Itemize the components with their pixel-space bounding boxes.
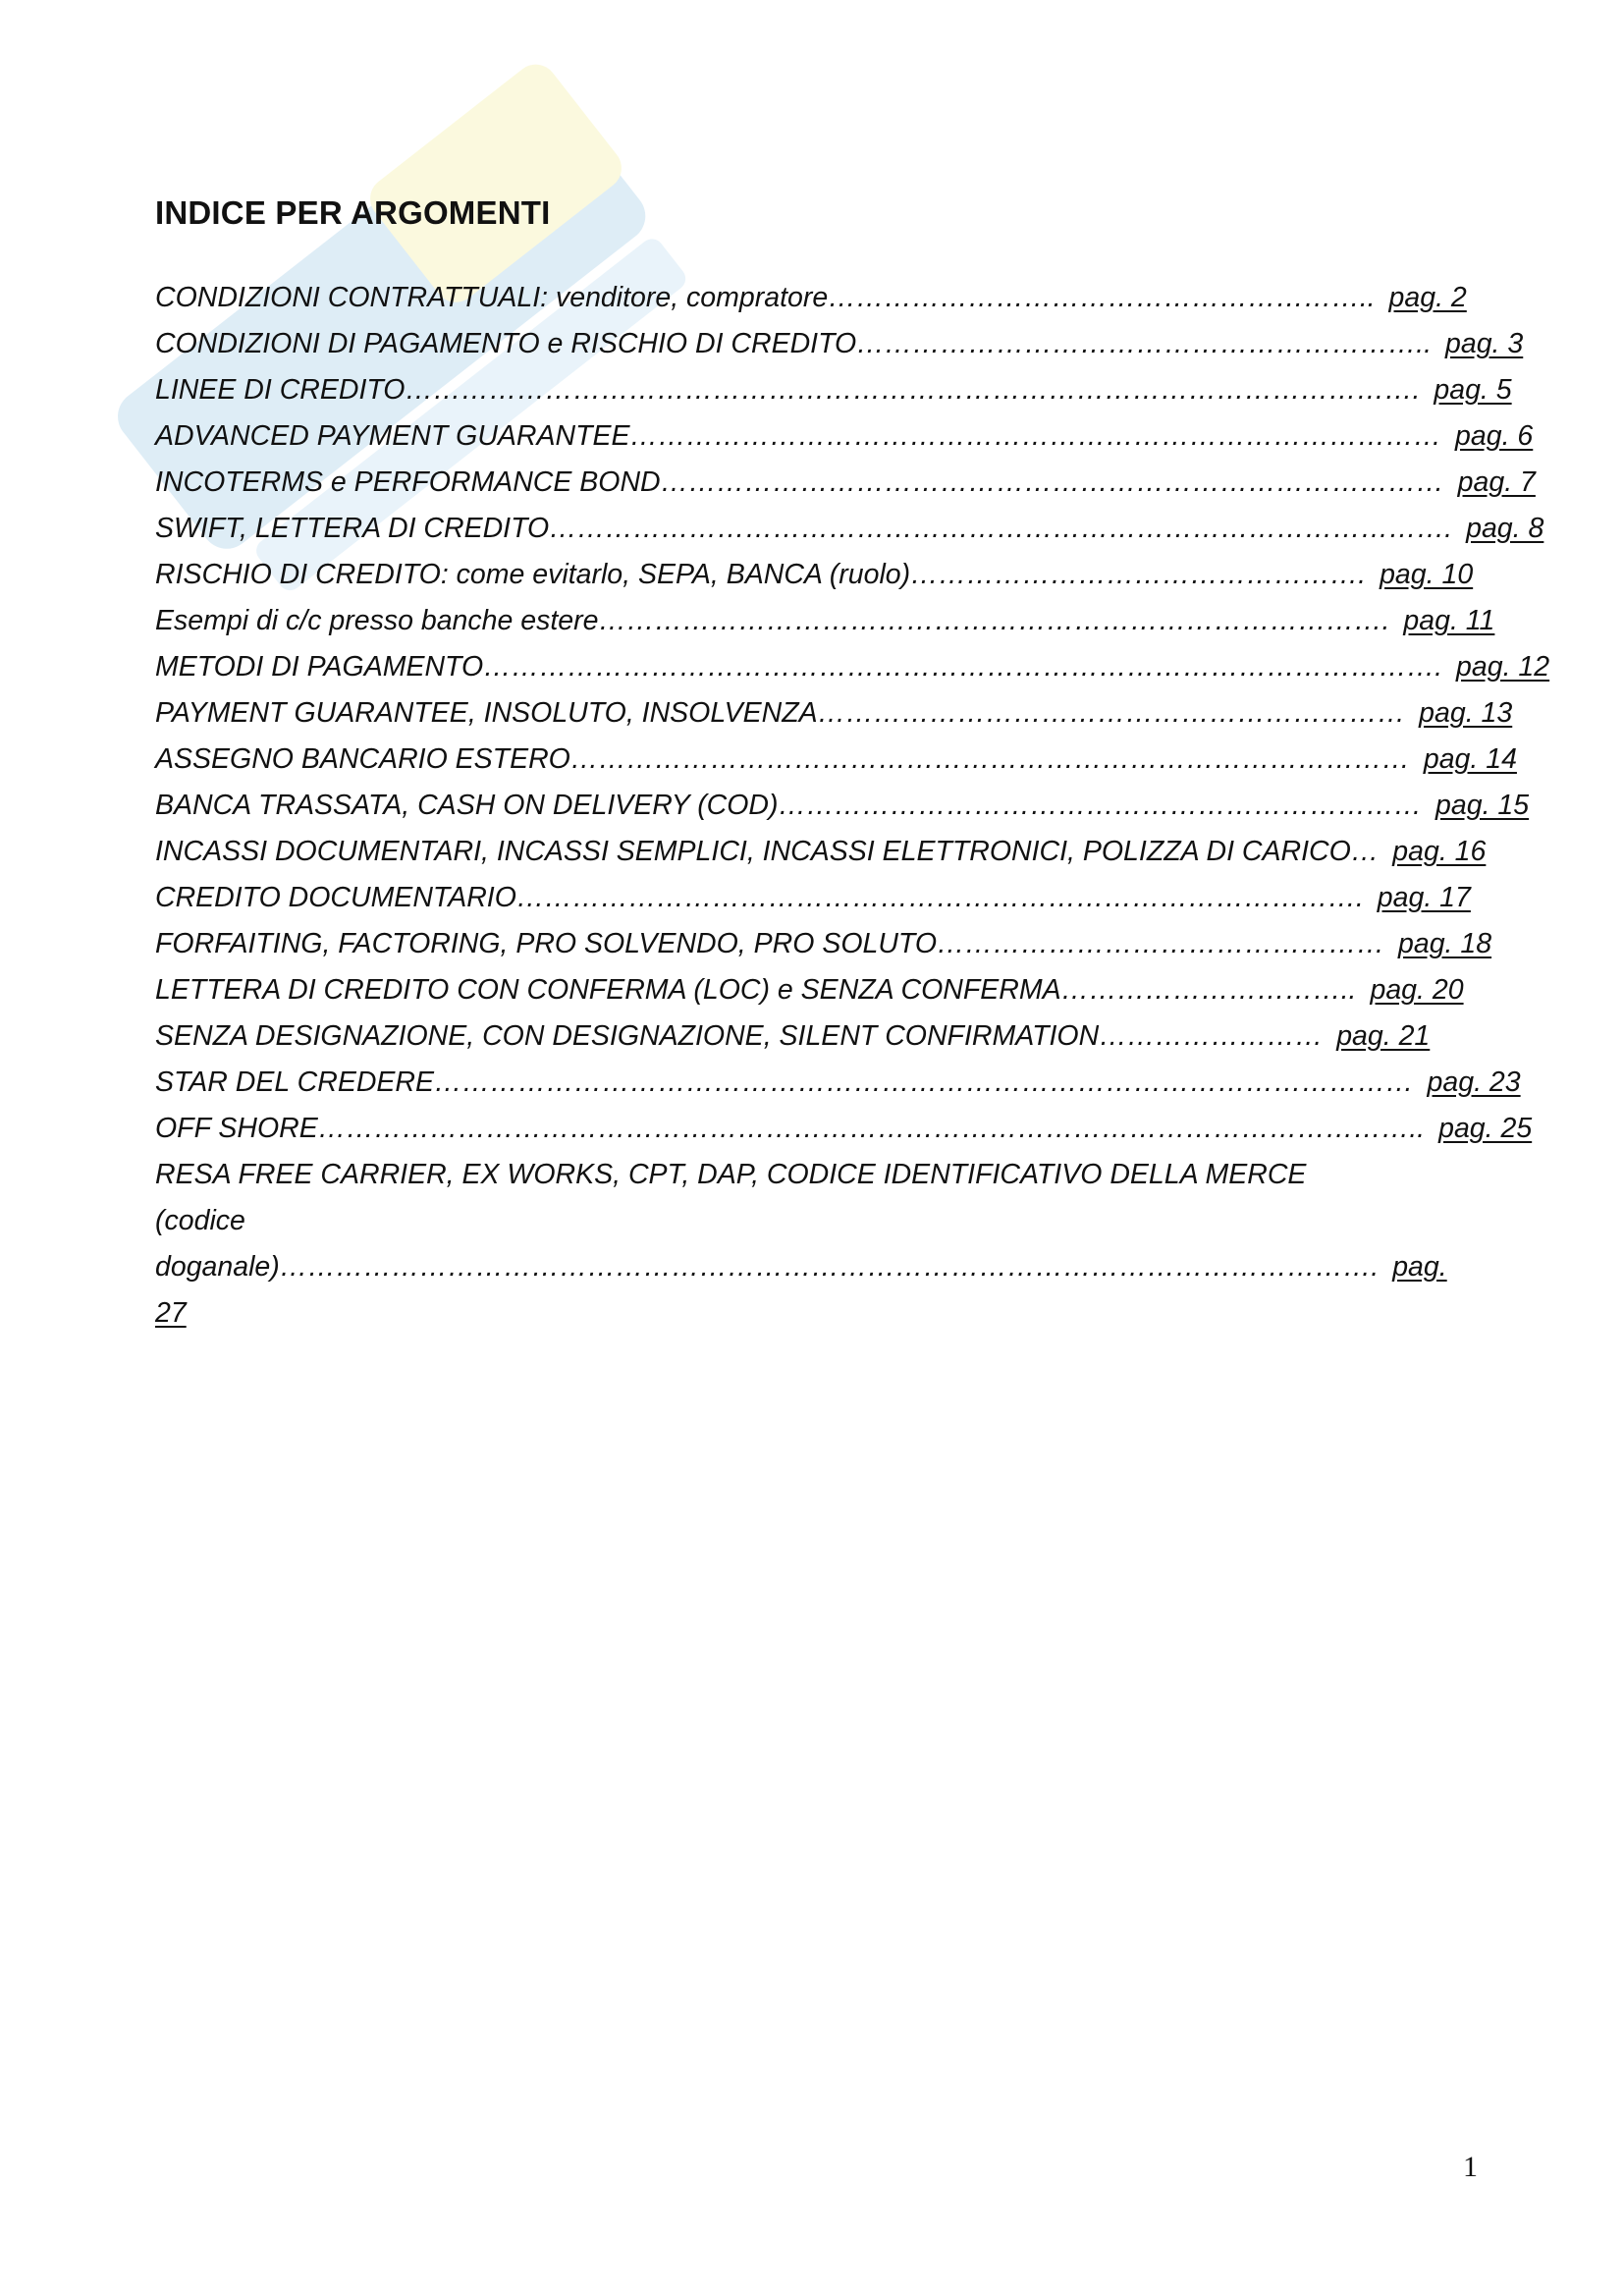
- toc-leader: ………………………………………………………: [817, 697, 1406, 729]
- toc-leader: ……………………………………………………………………………….: [515, 882, 1364, 913]
- toc-entry-title: SENZA DESIGNAZIONE, CON DESIGNAZIONE, SILENT CONFIRMATION: [155, 1020, 1100, 1052]
- toc-page-link[interactable]: pag. 18: [1398, 928, 1492, 959]
- toc-entry-title: RESA FREE CARRIER, EX WORKS, CPT, DAP, CODICE IDENTIFICATIVO DELLA MERCE (codice doganale): [155, 1159, 1307, 1283]
- toc-leader: ……………………………………………………………………………………………………….: [279, 1251, 1380, 1283]
- toc-page-link[interactable]: pag. 7: [1457, 466, 1536, 498]
- toc-entry: [155, 413, 1534, 460]
- toc-leader: ……………………………………………………………………………………………: [434, 1066, 1414, 1098]
- toc-leader: …………………………..: [1060, 974, 1357, 1006]
- toc-page-link[interactable]: pag. 6: [1455, 420, 1534, 452]
- toc-page-link[interactable]: pag. 11: [1403, 605, 1495, 636]
- toc-entry: [155, 506, 1544, 552]
- toc-leader: …: [1350, 836, 1380, 867]
- toc-leader: ……………………: [1099, 1020, 1324, 1052]
- toc-entry-title: CONDIZIONI DI PAGAMENTO e RISCHIO DI CREDITO: [155, 328, 857, 359]
- toc-entry-title: RISCHIO DI CREDITO: come evitarlo, SEPA, BANCA (ruolo): [155, 559, 911, 590]
- toc-page-link[interactable]: pag. 12: [1456, 651, 1550, 683]
- table-of-contents: [155, 275, 1550, 1337]
- toc-leader: …………………………………………………………………………: [660, 466, 1444, 498]
- toc-entry: [155, 598, 1495, 644]
- toc-entry-title: CONDIZIONI CONTRATTUALI: venditore, compratore: [155, 282, 829, 313]
- toc-entry-title: METODI DI PAGAMENTO: [155, 651, 484, 683]
- toc-entry: [155, 552, 1474, 598]
- page-number: 1: [1463, 2151, 1478, 2183]
- toc-entry-title: Esempi di c/c presso banche estere: [155, 605, 599, 636]
- toc-entry-title: INCASSI DOCUMENTARI, INCASSI SEMPLICI, INCASSI ELETTRONICI, POLIZZA DI CARICO: [155, 836, 1351, 867]
- toc-entry-title: SWIFT, LETTERA DI CREDITO: [155, 513, 550, 544]
- toc-leader: ……………………………………………………………………………………………….: [405, 374, 1421, 406]
- page-title: INDICE PER ARGOMENTI: [155, 194, 551, 231]
- toc-page-link[interactable]: pag. 14: [1423, 743, 1517, 775]
- toc-entry-title: STAR DEL CREDERE: [155, 1066, 435, 1098]
- toc-entry: [155, 1013, 1471, 1060]
- toc-entry: [155, 321, 1524, 367]
- toc-leader: ………………………………………………………………………………………….: [483, 651, 1443, 683]
- toc-entry: [155, 460, 1536, 506]
- toc-page-link[interactable]: pag. 13: [1419, 697, 1513, 729]
- toc-leader: ………………………………………………………………………….: [598, 605, 1390, 636]
- toc-leader: …………………………………………………..: [828, 282, 1376, 313]
- toc-page-link[interactable]: pag. 3: [1445, 328, 1524, 359]
- toc-leader: ………………………………………………………………………………: [569, 743, 1410, 775]
- toc-page-link[interactable]: pag. 16: [1392, 836, 1487, 867]
- toc-entry: [155, 1152, 1447, 1337]
- toc-leader: …………………………………………………………………………………….: [549, 513, 1453, 544]
- toc-entry: [155, 1106, 1533, 1152]
- toc-entry: [155, 275, 1471, 321]
- toc-entry: [155, 367, 1512, 413]
- toc-entry: [155, 967, 1471, 1013]
- toc-entry-title: PAYMENT GUARANTEE, INSOLUTO, INSOLVENZA: [155, 697, 818, 729]
- toc-entry: [155, 829, 1487, 875]
- toc-entry-title: FORFAITING, FACTORING, PRO SOLVENDO, PRO SOLUTO: [155, 928, 937, 959]
- toc-page-link[interactable]: pag. 8: [1466, 513, 1544, 544]
- toc-entry-title: LETTERA DI CREDITO CON CONFERMA (LOC) e SENZA CONFERMA: [155, 974, 1061, 1006]
- toc-page-link[interactable]: pag. 21: [1336, 1020, 1431, 1052]
- toc-page-link[interactable]: pag. 25: [1438, 1113, 1533, 1144]
- toc-leader: …………………………………………: [937, 928, 1384, 959]
- toc-entry: [155, 644, 1550, 690]
- toc-page-link[interactable]: pag. 27: [155, 1251, 1447, 1329]
- toc-entry-title: INCOTERMS e PERFORMANCE BOND: [155, 466, 661, 498]
- toc-leader: ……………………………………………………………………………: [629, 420, 1442, 452]
- toc-entry: [155, 875, 1471, 921]
- toc-page-link[interactable]: pag. 5: [1434, 374, 1512, 406]
- toc-entry-title: OFF SHORE: [155, 1113, 318, 1144]
- toc-page-link[interactable]: pag. 23: [1427, 1066, 1521, 1098]
- toc-entry: [155, 690, 1513, 737]
- toc-entry: [155, 1060, 1521, 1106]
- toc-page-link[interactable]: pag. 2: [1388, 282, 1467, 313]
- toc-leader: ………………………………………….: [910, 559, 1367, 590]
- toc-leader: ……………………………………………………..: [856, 328, 1432, 359]
- toc-entry: [155, 921, 1492, 967]
- toc-entry-title: CREDITO DOCUMENTARIO: [155, 882, 516, 913]
- toc-page-link[interactable]: pag. 17: [1377, 882, 1471, 913]
- toc-entry-title: ADVANCED PAYMENT GUARANTEE: [155, 420, 630, 452]
- toc-page-link[interactable]: pag. 10: [1380, 559, 1474, 590]
- toc-entry-title: LINEE DI CREDITO: [155, 374, 406, 406]
- toc-page-link[interactable]: pag. 15: [1435, 790, 1530, 821]
- toc-entry-title: ASSEGNO BANCARIO ESTERO: [155, 743, 570, 775]
- toc-leader: ……………………………………………………………: [778, 790, 1423, 821]
- toc-entry: [155, 737, 1517, 783]
- toc-leader: ………………………………………………………………………………………………………..: [317, 1113, 1426, 1144]
- toc-entry-title: BANCA TRASSATA, CASH ON DELIVERY (COD): [155, 790, 779, 821]
- toc-entry: [155, 783, 1530, 829]
- toc-page-link[interactable]: pag. 20: [1370, 974, 1464, 1006]
